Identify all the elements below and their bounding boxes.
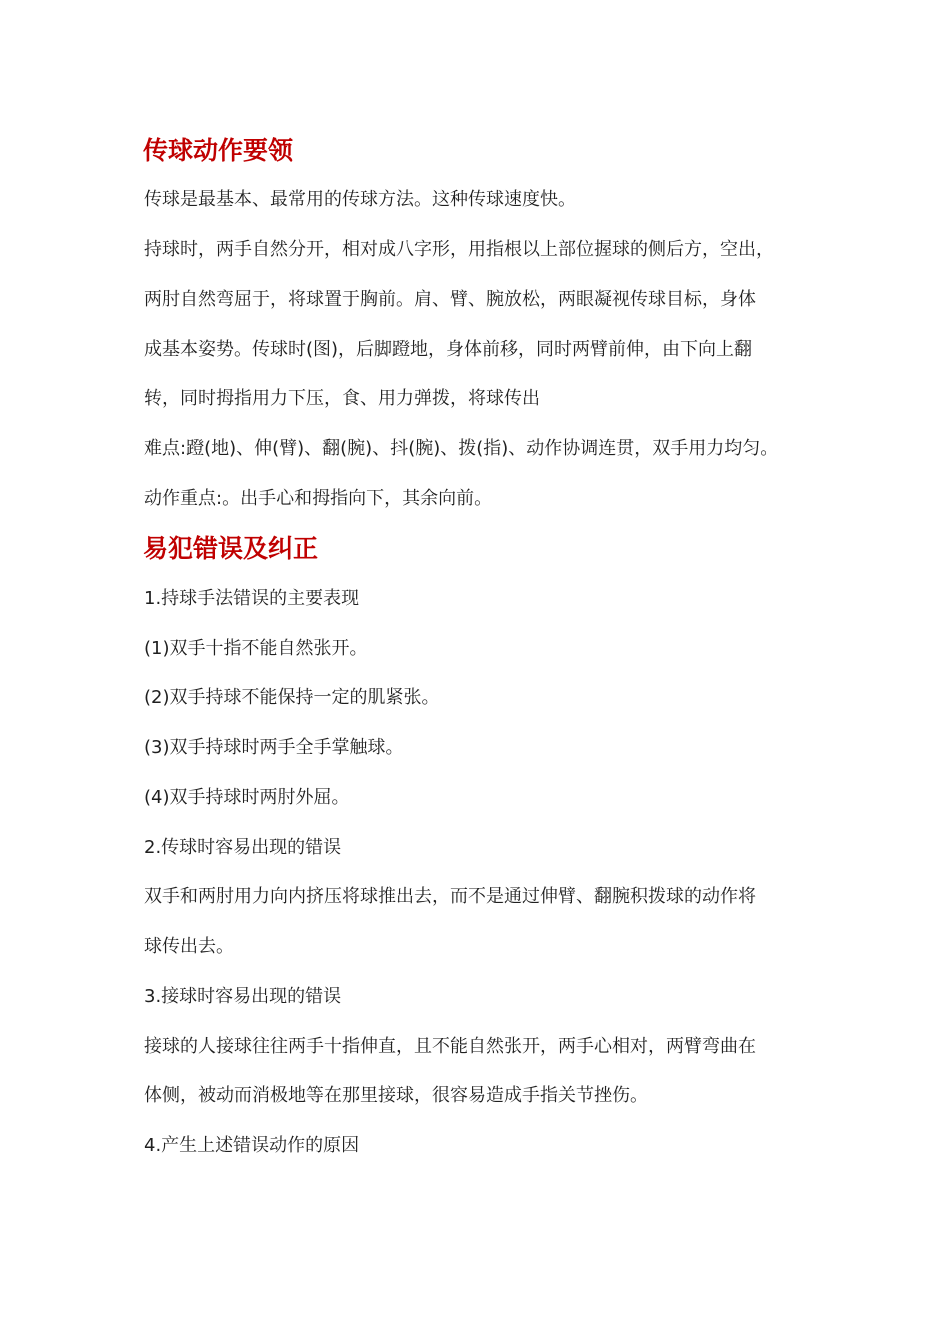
paragraph-line: 难点:蹬(地)、伸(臂)、翻(腕)、抖(腕)、拨(指)、动作协调连贯，双手用力均匀。 bbox=[144, 438, 779, 459]
list-item: 2.传球时容易出现的错误 bbox=[144, 837, 342, 858]
section-heading-passing-technique: 传球动作要领 bbox=[143, 136, 294, 165]
section-heading-common-errors: 易犯错误及纠正 bbox=[143, 534, 319, 563]
paragraph-line: 动作重点:。出手心和拇指向下，其余向前。 bbox=[144, 488, 493, 509]
paragraph-line: 球传出去。 bbox=[144, 936, 234, 957]
paragraph-line: 成基本姿势。传球时(图)，后脚蹬地，身体前移，同时两臂前伸，由下向上翻 bbox=[144, 339, 753, 360]
list-item: (4)双手持球时两肘外屈。 bbox=[144, 787, 350, 808]
paragraph-line: 两肘自然弯屈于，将球置于胸前。肩、臂、腕放松，两眼凝视传球目标，身体 bbox=[144, 289, 756, 310]
paragraph-line: 传球是最基本、最常用的传球方法。这种传球速度快。 bbox=[144, 189, 576, 210]
paragraph-line: 体侧，被动而消极地等在那里接球，很容易造成手指关节挫伤。 bbox=[144, 1085, 648, 1106]
list-item: 1.持球手法错误的主要表现 bbox=[144, 588, 360, 609]
list-item: 3.接球时容易出现的错误 bbox=[144, 986, 342, 1007]
paragraph-line: 双手和两肘用力向内挤压将球推出去，而不是通过伸臂、翻腕积拨球的动作将 bbox=[144, 886, 756, 907]
list-item: (1)双手十指不能自然张开。 bbox=[144, 638, 368, 659]
list-item: (3)双手持球时两手全手掌触球。 bbox=[144, 737, 404, 758]
paragraph-line: 转，同时拇指用力下压，食、用力弹拨，将球传出 bbox=[144, 388, 540, 409]
paragraph-line: 接球的人接球往往两手十指伸直，且不能自然张开，两手心相对，两臂弯曲在 bbox=[144, 1036, 756, 1057]
paragraph-line: 持球时，两手自然分开，相对成八字形，用指根以上部位握球的侧后方，空出， bbox=[144, 239, 774, 260]
list-item: 4.产生上述错误动作的原因 bbox=[144, 1135, 360, 1156]
list-item: (2)双手持球不能保持一定的肌紧张。 bbox=[144, 687, 440, 708]
